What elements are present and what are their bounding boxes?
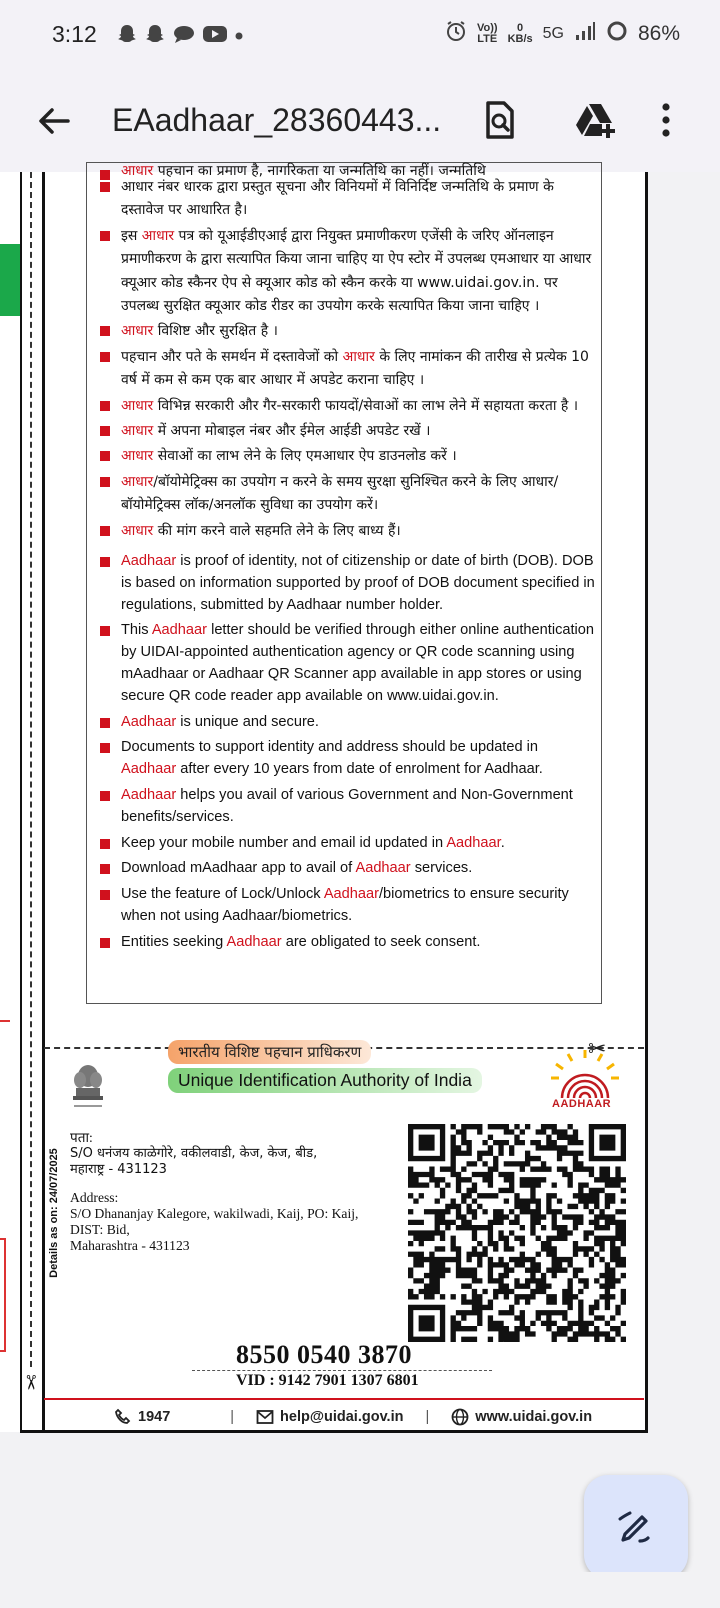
- list-item: [96, 445, 596, 468]
- aadhaar-word: Aadhaar: [151, 622, 208, 639]
- aadhaar-word: Aadhaar: [121, 713, 177, 730]
- volte-bottom: LTE: [477, 33, 498, 45]
- footer-separator: |: [230, 1409, 235, 1425]
- list-item: [96, 737, 596, 781]
- net-speed-unit: KB/s: [507, 33, 533, 45]
- info-bullets: [96, 164, 596, 958]
- status-bar: [0, 0, 720, 70]
- aadhaar-word: आधार: [121, 323, 154, 340]
- bullet-text: helps you avail of various Government and Non-Government benefits/services.: [121, 787, 573, 825]
- bullet-text: Keep your mobile number and email id updated in: [121, 834, 447, 851]
- bullet-text: is unique and secure.: [176, 713, 319, 730]
- more-options-button[interactable]: [656, 98, 676, 142]
- bullet-text: आधार नंबर धारक द्वारा प्रस्तुत सूचना और विनियमों में विनिर्दिष्ट जन्मतिथि के प्रमाण के दस्तावेज पर आधारित है।: [121, 179, 554, 219]
- hindi-bullet-list: [96, 164, 596, 543]
- net-speed: [508, 23, 533, 45]
- page-border-inner: [42, 172, 45, 1432]
- list-item: [96, 395, 596, 418]
- aadhaar-word: आधार: [121, 522, 154, 539]
- helpline-number: 1947: [138, 1409, 171, 1425]
- aadhaar-word: आधार: [121, 473, 154, 490]
- annotate-fab[interactable]: [584, 1475, 688, 1579]
- youtube-icon: [202, 24, 228, 49]
- authority-name-english: Unique Identification Authority of India: [168, 1068, 482, 1093]
- drive-add-icon: [574, 98, 618, 142]
- back-button[interactable]: [34, 101, 74, 141]
- bullet-text: विशिष्ट और सुरक्षित है ।: [153, 323, 278, 340]
- navigation-bar: [0, 1572, 720, 1608]
- pdf-viewer[interactable]: [0, 163, 720, 1572]
- bullet-text: /बॉयोमेट्रिक्स का उपयोग न करने के समय सुरक्षा सुनिश्चित करने के लिए आधार/बॉयोमेट्रिक्स लॉक/अनलॉक सुविधा का उपयोग करें।: [121, 473, 559, 514]
- battery-icon: [606, 20, 628, 48]
- aadhaar-logo-text: AADHAAR: [552, 1098, 612, 1110]
- footer-website: [451, 1408, 592, 1426]
- bullet-text: में अपना मोबाइल नंबर और ईमेल आईडी अपडेट रखें ।: [153, 423, 431, 440]
- scissors-icon: ✂: [588, 1036, 607, 1061]
- search-in-document-button[interactable]: [478, 98, 522, 142]
- bullet-text: सेवाओं का लाभ लेने के लिए एमआधार ऐप डाउनलोड करें ।: [153, 448, 457, 465]
- bullet-text: This: [121, 622, 152, 639]
- aadhaar-letter-page: [0, 163, 648, 1432]
- save-to-drive-button[interactable]: [574, 98, 618, 142]
- red-strip: [0, 1020, 10, 1022]
- bullet-text: विभिन्न सरकारी और गैर-सरकारी फायदों/सेवाओं का लाभ लेने में सहायता करता है ।: [153, 397, 579, 414]
- list-item: [96, 520, 596, 543]
- list-item: [96, 420, 596, 443]
- document-search-icon: [478, 98, 522, 142]
- aadhaar-word: Aadhaar: [323, 886, 379, 903]
- app-bar: [0, 70, 720, 173]
- vid-separator: [192, 1370, 492, 1371]
- details-as-on-date: Details as on: 24/07/2025: [48, 1148, 60, 1278]
- red-box: [0, 1238, 6, 1352]
- page-border-right: [645, 172, 648, 1432]
- alarm-icon: [445, 20, 467, 48]
- address-english-line1: S/O Dhananjay Kalegore, wakilwadi, Kaij, PO: Kaij,: [70, 1206, 359, 1221]
- aadhaar-number: 8550 0540 3870: [236, 1340, 412, 1369]
- list-item: [96, 785, 596, 829]
- bullet-text: पहचान और पते के समर्थन में दस्तावेजों को: [121, 348, 343, 365]
- bullet-text: Documents to support identity and address should be updated in: [121, 739, 539, 756]
- virtual-id: VID : 9142 7901 1307 6801: [236, 1372, 419, 1389]
- cut-line-vertical: [30, 172, 32, 1367]
- list-item: [96, 833, 596, 855]
- document-title: EAadhaar_28360443...: [112, 102, 442, 138]
- help-email: help@uidai.gov.in: [280, 1409, 404, 1425]
- volte-indicator: [477, 23, 498, 45]
- phone-icon: [114, 1408, 132, 1426]
- page-border-bottom: [20, 1430, 648, 1433]
- aadhaar-word: आधार: [121, 397, 154, 414]
- website-url: www.uidai.gov.in: [475, 1409, 593, 1425]
- address-english-line2: DIST: Bid,: [70, 1222, 130, 1237]
- address-block: [70, 1130, 358, 1254]
- authority-name-hindi: भारतीय विशिष्ट पहचान प्राधिकरण: [168, 1040, 371, 1064]
- aadhaar-word: Aadhaar: [446, 834, 501, 851]
- notification-icons: [116, 23, 244, 50]
- aadhaar-word: Aadhaar: [121, 553, 177, 570]
- snapchat-icon: [116, 23, 138, 50]
- list-item: [96, 858, 596, 880]
- aadhaar-word: आधार: [342, 348, 375, 365]
- footer-email: [256, 1409, 403, 1425]
- footer-phone: [114, 1408, 170, 1426]
- bullet-text: Use the feature of Lock/Unlock: [121, 886, 324, 903]
- address-hindi-line2: महाराष्ट्र - 431123: [70, 1162, 167, 1177]
- national-emblem-icon: [68, 1062, 108, 1112]
- bullet-text: are obligated to seek consent.: [281, 933, 481, 950]
- bullet-text: की मांग करने वाले सहमति लेने के लिए बाध्य हैं।: [153, 522, 401, 539]
- bullet-text: Download mAadhaar app to avail of: [121, 860, 356, 877]
- bullet-text: Entities seeking: [121, 933, 227, 950]
- bullet-text: after every 10 years from date of enrolment for Aadhaar.: [176, 761, 543, 778]
- list-item: [96, 320, 596, 343]
- qr-modules: [408, 1124, 626, 1342]
- snapchat-icon-2: [144, 23, 166, 50]
- pen-edit-icon: [616, 1507, 656, 1547]
- mail-icon: [256, 1409, 274, 1425]
- footer-contacts: [44, 1404, 644, 1430]
- list-item: [96, 712, 596, 734]
- bullet-text: /biometrics to ensure security when not using Aadhaar/biometrics.: [121, 886, 569, 925]
- bullet-text: letter should be verified through either online authentication by UIDAI-appointed authentication agency or QR code scanning using mAadhaar or Aadhaar QR Scanner app available in app stores or using secure QR code reader app available on www.uidai.gov.in.: [121, 622, 595, 704]
- bullet-text: के लिए नामांकन की तारीख से प्रत्येक 10 वर्ष में कम से कम एक बार आधार में अपडेट कराना चाहिए ।: [121, 348, 589, 389]
- page-border-left: [20, 172, 22, 1432]
- bullet-text: .: [500, 834, 505, 851]
- aadhaar-word: आधार: [121, 163, 154, 179]
- bullet-text: पत्र को यूआईडीएआई द्वारा नियुक्त प्रमाणीकरण एजेंसी के जरिए ऑनलाइन प्रमाणीकरण के द्वारा सत्यापित किया जाना चाहिए या ऐप स्टोर में उपलब्ध एमआधार या आधार क्यूआर कोड स्कैनर ऐप से क्यूआर कोड को स्कैन करके या www.uidai.gov.in. पर उपलब्ध सुरक्षित क्यूआर कोड रीडर का उपयोग करके सत्यापित किया जाना चाहिए ।: [121, 227, 592, 315]
- list-item: [96, 471, 596, 518]
- globe-icon: [451, 1408, 469, 1426]
- aadhaar-word: Aadhaar: [355, 860, 411, 877]
- list-item: [96, 225, 596, 319]
- scissors-icon-left: ✂: [18, 1374, 41, 1391]
- aadhaar-word: आधार: [121, 448, 154, 465]
- aadhaar-word: Aadhaar: [226, 933, 282, 950]
- list-item: [96, 551, 596, 616]
- aadhaar-word: Aadhaar: [121, 787, 177, 804]
- status-time: 3:12: [52, 21, 97, 47]
- network-type: 5G: [542, 25, 564, 42]
- green-strip: [0, 244, 20, 316]
- signal-icon: [574, 21, 596, 47]
- address-hindi-line1: S/O धनंजय काळेगोरे, वकीलवाडी, केज, केज, बीड,: [70, 1146, 318, 1161]
- aadhaar-word: आधार: [121, 423, 154, 440]
- bullet-text: पहचान का प्रमाण है, नागरिकता या जन्मतिथि का नहीं। जन्मतिथि: [153, 163, 486, 179]
- aadhaar-logo-icon: [548, 1048, 622, 1104]
- list-item: [96, 620, 596, 707]
- bullet-text: services.: [410, 860, 473, 877]
- system-icons: [445, 20, 680, 48]
- qr-code: [408, 1124, 626, 1342]
- bullet-text: is proof of identity, not of citizenship or date of birth (DOB). DOB is based on information supported by proof of DOB document specified in regulations, submitted by Aadhaar number holder.: [121, 553, 595, 613]
- net-speed-value: 0: [517, 22, 524, 34]
- address-english-label: Address:: [70, 1190, 119, 1205]
- footer-separator: |: [425, 1409, 430, 1425]
- more-notifications-dot-icon: [234, 28, 244, 46]
- chat-icon: [172, 23, 196, 50]
- arrow-left-icon: [34, 101, 74, 141]
- bullet-text: इस: [121, 227, 142, 244]
- aadhaar-word: Aadhaar: [121, 761, 177, 778]
- more-vert-icon: [656, 98, 676, 142]
- list-item-continuation: [96, 176, 596, 223]
- list-item: [96, 346, 596, 393]
- footer-red-line: [44, 1398, 644, 1400]
- list-item: [96, 932, 596, 954]
- list-item: [96, 884, 596, 928]
- volte-top: Vo)): [476, 22, 498, 34]
- aadhaar-word: आधार: [141, 227, 175, 244]
- battery-level: 86%: [637, 22, 680, 45]
- address-hindi-label: पता:: [70, 1130, 93, 1145]
- english-bullet-list: [96, 551, 596, 954]
- address-english-line3: Maharashtra - 431123: [70, 1238, 190, 1253]
